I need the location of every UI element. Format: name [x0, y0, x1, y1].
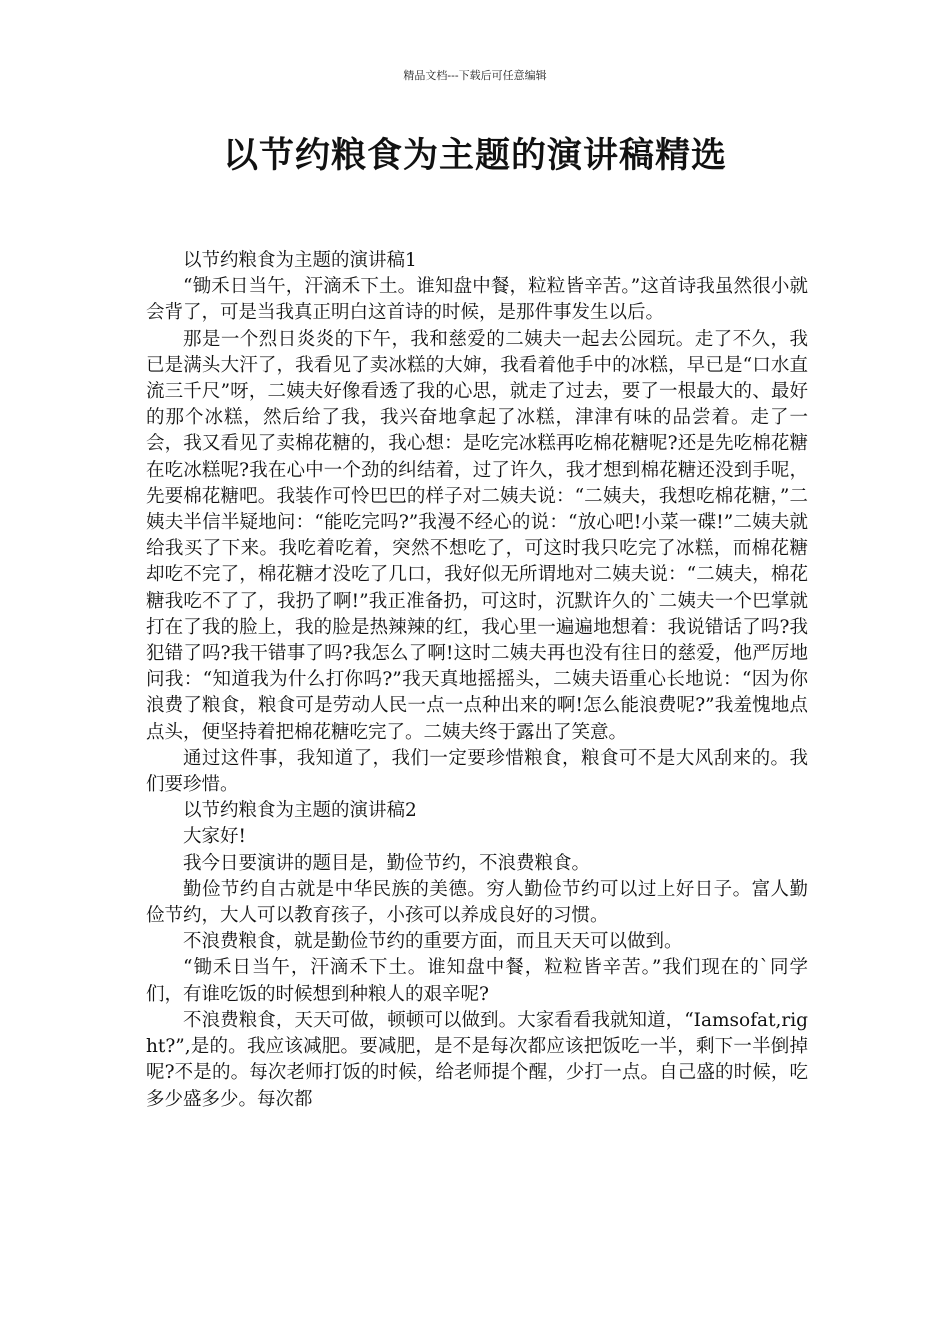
paragraph: 不浪费粮食，天天可做，顿顿可以做到。大家看看我就知道，“Iamsofat,right?”,是的。我应该减肥。要减肥，是不是每次都应该把饭吃一半，剩下一半倒掉呢?不是的。每次老师打饭的时候，给老师提个醒，少打一点。自己盛的时候，吃多少盛多少。每次都 [146, 1009, 808, 1110]
section-heading-2: 以节约粮食为主题的演讲稿2 [183, 800, 417, 822]
paragraph: 勤俭节约自古就是中华民族的美德。穷人勤俭节约可以过上好日子。富人勤俭节约，大人可以教育孩子，小孩可以养成良好的习惯。 [146, 878, 808, 927]
paragraph: 不浪费粮食，就是勤俭节约的重要方面，而且天天可以做到。 [183, 931, 683, 953]
section-heading-1: 以节约粮食为主题的演讲稿1 [183, 250, 417, 271]
paragraph: 通过这件事，我知道了，我们一定要珍惜粮食，粮食可不是大风刮来的。我们要珍惜。 [146, 747, 808, 796]
document-body [146, 248, 808, 1113]
paragraph: “锄禾日当午，汗滴禾下土。谁知盘中餐，粒粒皆辛苦。”这首诗我虽然很小就会背了，可是当我真正明白这首诗的时候，是那件事发生以后。 [146, 276, 808, 324]
paragraph: 那是一个烈日炎炎的下午，我和慈爱的二姨夫一起去公园玩。走了不久，我已是满头大汗了，我看见了卖冰糕的大婶，我看着他手中的冰糕，早已是“口水直流三千尺”呀，二姨夫好像看透了我的心思，就走了过去，要了一根最大的、最好的那个冰糕，然后给了我，我兴奋地拿起了冰糕，津津有味的品尝着。走了一会，我又看见了卖棉花糖的，我心想：是吃完冰糕再吃棉花糖呢?还是先吃棉花糖在吃冰糕呢?我在心中一个劲的纠结着，过了许久，我才想到棉花糖还没到手呢，先要棉花糖吧。我装作可怜巴巴的样子对二姨夫说：“二姨夫，我想吃棉花糖，”二姨夫半信半疑地问：“能吃完吗?”我漫不经心的说：“放心吧!小菜一碟!”二姨夫就给我买了下来。我吃着吃着，突然不想吃了，可这时我只吃完了冰糕，而棉花糖却吃不完了，棉花糖才没吃了几口，我好似无所谓地对二姨夫说：“二姨夫，棉花糖我吃不了了，我扔了啊!”我正准备扔，可这时，沉默许久的`二姨夫一个巴掌就打在了我的脸上，我的脸是热辣辣的红，我心里一遍遍地想着：我说错话了吗?我犯错了吗?我干错事了吗?我怎么了啊!这时二姨夫再也没有往日的慈爱，他严厉地问我：“知道我为什么打你吗?”我天真地摇摇头，二姨夫语重心长地说：“因为你浪费了粮食，粮食可是劳动人民一点一点种出来的啊!怎么能浪费呢?”我羞愧地点点头，便坚持着把棉花糖吃完了。二姨夫终于露出了笑意。 [146, 328, 808, 743]
paragraph: “锄禾日当午，汗滴禾下土。谁知盘中餐，粒粒皆辛苦。”我们现在的`同学们，有谁吃饭的时候想到种粮人的艰辛呢? [146, 957, 808, 1005]
paragraph: 大家好! [183, 826, 246, 848]
document-title: 以节约粮食为主题的演讲稿精选 [222, 136, 727, 176]
header-note: 精品文档---下载后可任意编辑 [403, 69, 547, 82]
paragraph: 我今日要演讲的题目是，勤俭节约，不浪费粮食。 [183, 852, 591, 874]
